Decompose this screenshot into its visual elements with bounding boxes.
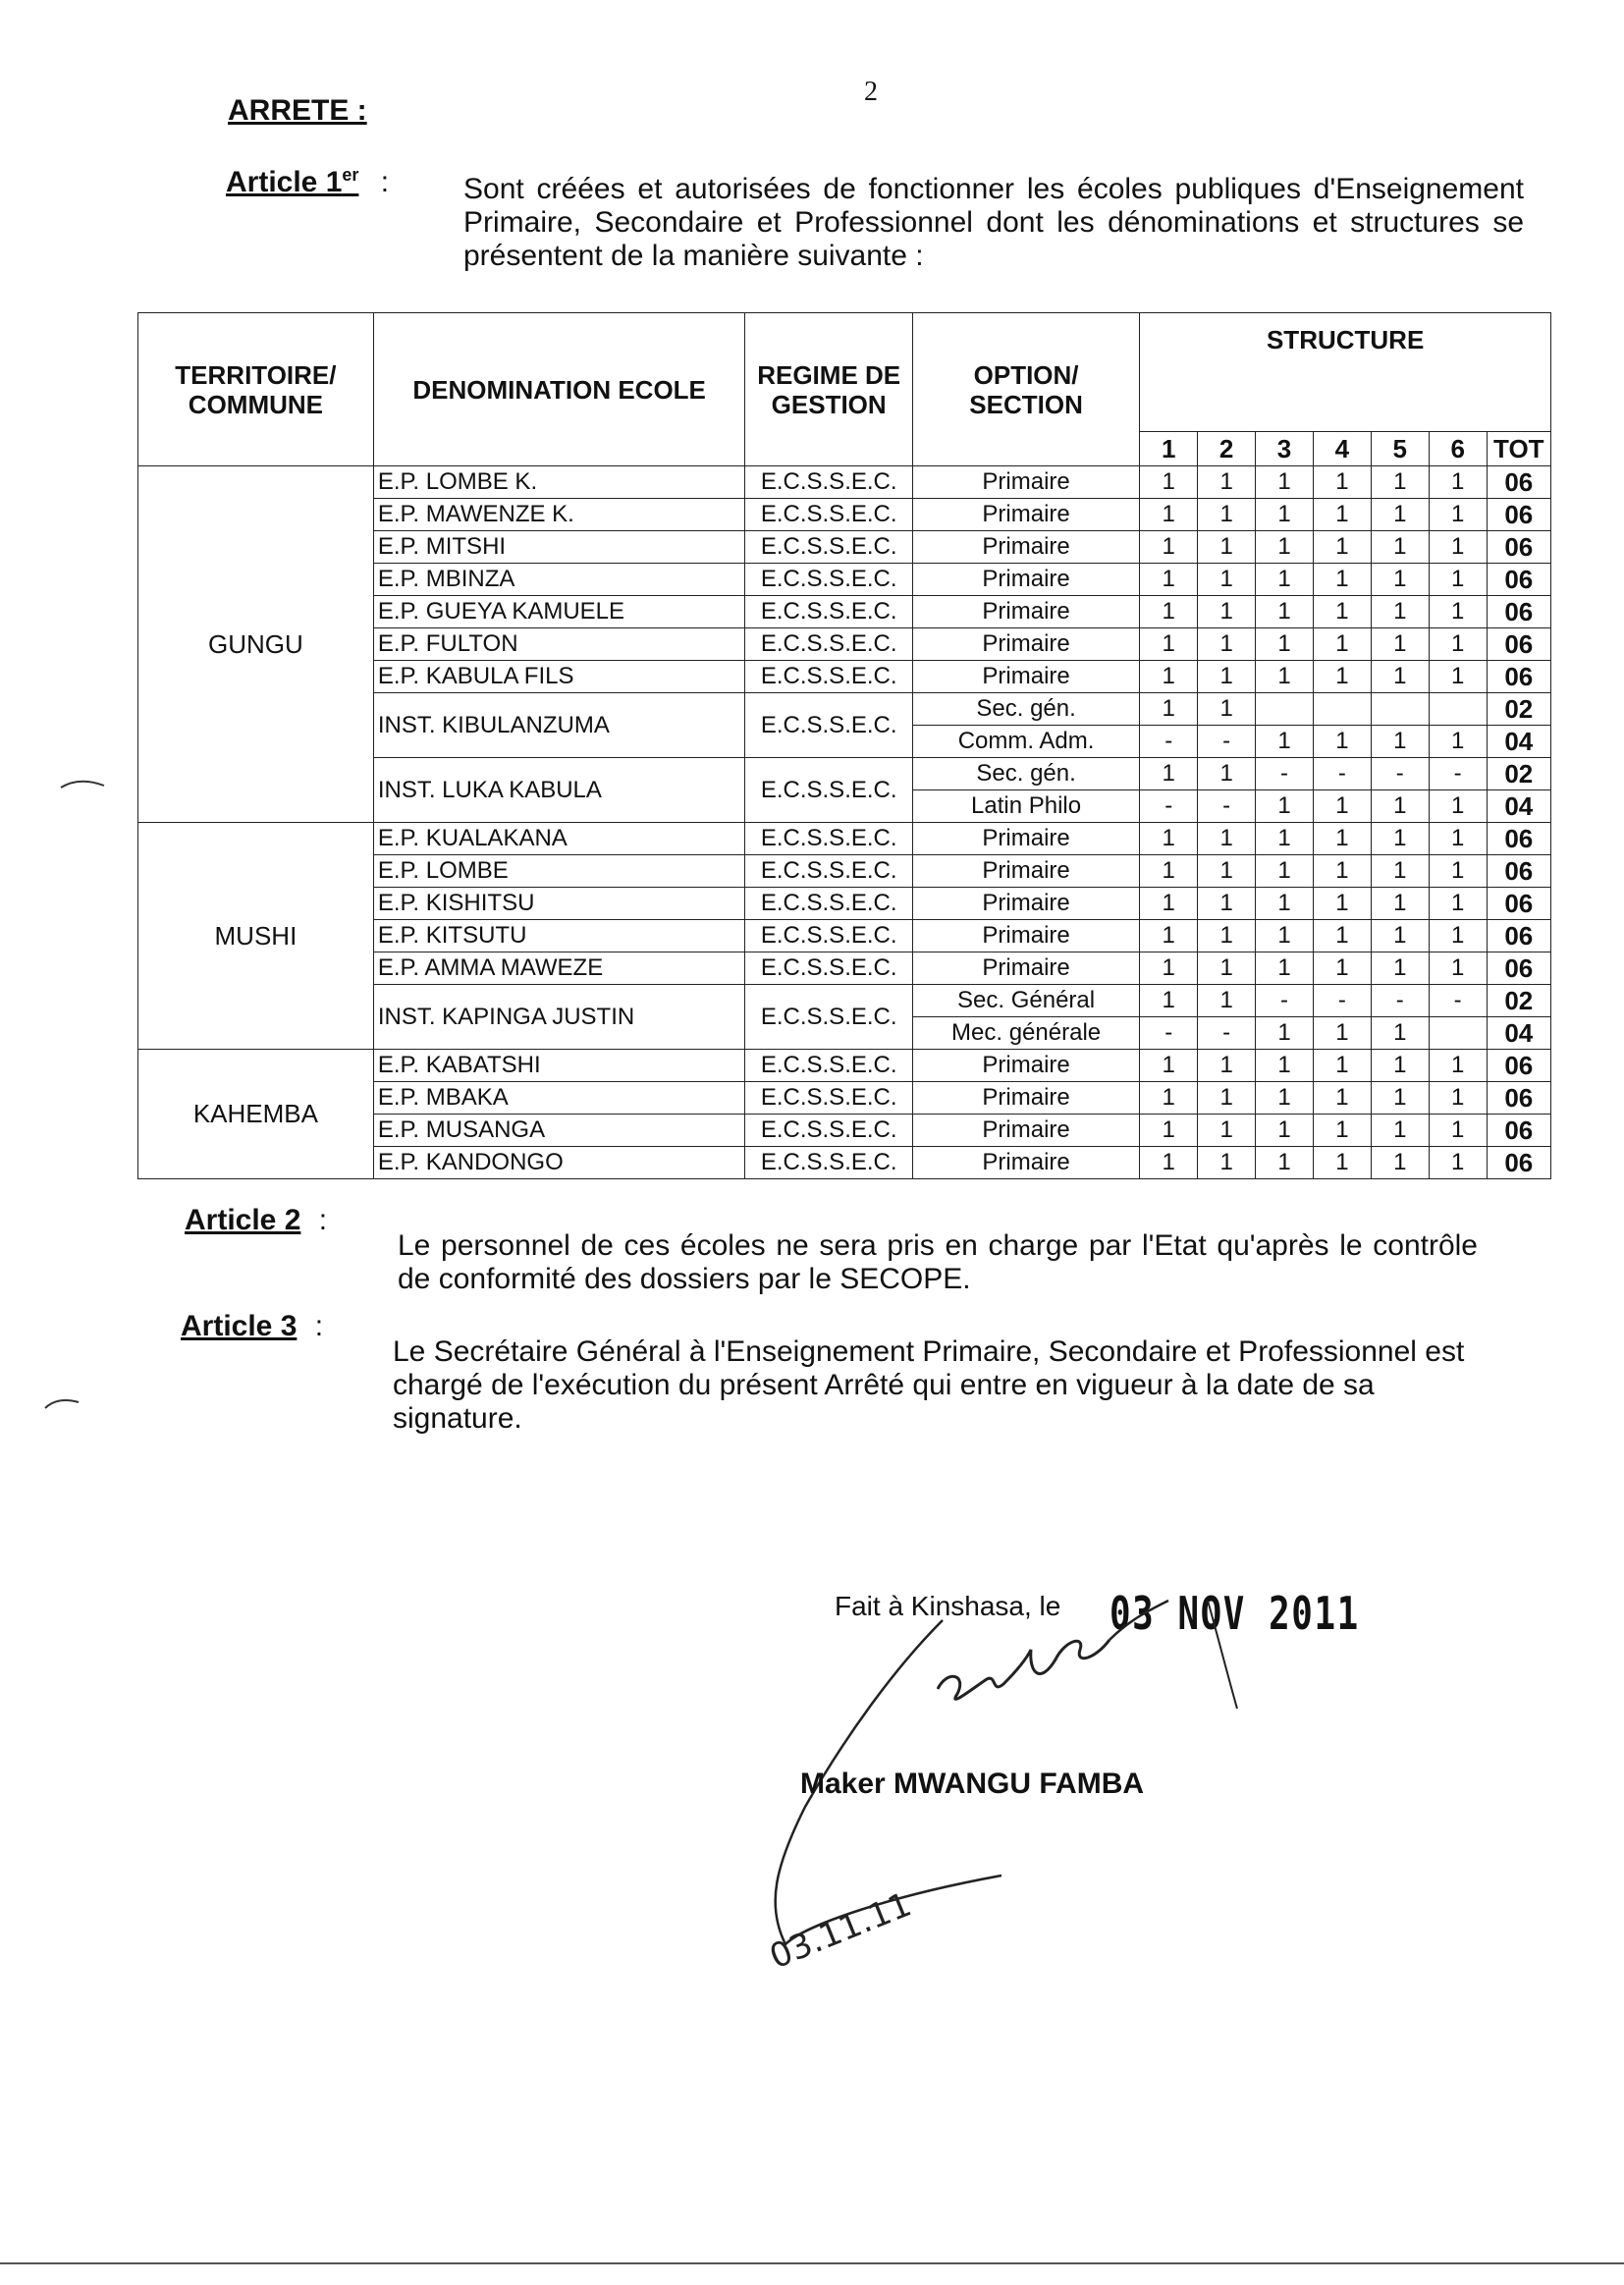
year-2-cell: 1 xyxy=(1198,1050,1256,1082)
article-2-text: Le personnel de ces écoles ne sera pris en charge par l'Etat qu'après le contrôle de conformité des dossiers par le SECOPE. xyxy=(398,1229,1478,1295)
option-cell: Comm. Adm. xyxy=(912,726,1139,758)
year-6-cell: 1 xyxy=(1429,920,1487,952)
option-cell: Primaire xyxy=(912,855,1139,888)
option-cell: Primaire xyxy=(912,564,1139,596)
table-row xyxy=(138,466,1551,499)
option-cell: Primaire xyxy=(912,888,1139,920)
option-cell: Primaire xyxy=(912,1115,1139,1147)
year-6-cell: 1 xyxy=(1429,823,1487,855)
regime-cell: E.C.S.S.E.C. xyxy=(745,628,912,661)
year-1-cell: 1 xyxy=(1140,499,1198,531)
article-3-label xyxy=(181,1310,323,1343)
margin-mark-2 xyxy=(43,1394,82,1414)
year-3-cell: 1 xyxy=(1256,1050,1314,1082)
year-3-cell: 1 xyxy=(1256,1082,1314,1115)
year-1-cell: 1 xyxy=(1140,1050,1198,1082)
year-5-cell xyxy=(1371,693,1429,726)
year-5-cell: 1 xyxy=(1371,1147,1429,1179)
year-1-cell: 1 xyxy=(1140,661,1198,693)
header-structure: STRUCTURE xyxy=(1140,313,1551,432)
year-header-1: 1 xyxy=(1140,432,1198,466)
table-row xyxy=(138,1050,1551,1082)
article-1-label-text: Article 1 xyxy=(226,166,343,198)
year-4-cell: - xyxy=(1313,758,1371,790)
school-name: E.P. LOMBE K. xyxy=(373,466,745,499)
table-body xyxy=(138,466,1551,1179)
total-cell: 06 xyxy=(1487,499,1550,531)
total-cell: 06 xyxy=(1487,1115,1550,1147)
regime-cell: E.C.S.S.E.C. xyxy=(745,1050,912,1082)
year-4-cell: 1 xyxy=(1313,1082,1371,1115)
year-header-5: 5 xyxy=(1371,432,1429,466)
year-1-cell: 1 xyxy=(1140,693,1198,726)
year-2-cell: 1 xyxy=(1198,855,1256,888)
year-5-cell: 1 xyxy=(1371,596,1429,628)
total-cell: 04 xyxy=(1487,1017,1550,1050)
option-cell: Latin Philo xyxy=(912,790,1139,823)
school-name: E.P. LOMBE xyxy=(373,855,745,888)
year-5-cell: 1 xyxy=(1371,855,1429,888)
year-5-cell: - xyxy=(1371,758,1429,790)
year-6-cell: - xyxy=(1429,758,1487,790)
total-cell: 02 xyxy=(1487,758,1550,790)
total-cell: 04 xyxy=(1487,790,1550,823)
year-5-cell: 1 xyxy=(1371,920,1429,952)
year-2-cell: 1 xyxy=(1198,628,1256,661)
year-1-cell: 1 xyxy=(1140,888,1198,920)
year-6-cell: 1 xyxy=(1429,1115,1487,1147)
year-3-cell: 1 xyxy=(1256,628,1314,661)
regime-cell: E.C.S.S.E.C. xyxy=(745,1115,912,1147)
year-3-cell: 1 xyxy=(1256,888,1314,920)
signer-name: Maker MWANGU FAMBA xyxy=(800,1768,1145,1800)
regime-cell: E.C.S.S.E.C. xyxy=(745,758,912,823)
year-header-2: 2 xyxy=(1198,432,1256,466)
article-1-text: Sont créées et autorisées de fonctionner les écoles publiques d'Enseignement Primaire, Secondaire et Professionnel dont les dénominations et structures se présentent de la manière suivante : xyxy=(463,173,1524,272)
school-name: E.P. KITSUTU xyxy=(373,920,745,952)
year-1-cell: 1 xyxy=(1140,985,1198,1017)
year-3-cell: 1 xyxy=(1256,855,1314,888)
year-3-cell: - xyxy=(1256,758,1314,790)
year-3-cell: 1 xyxy=(1256,952,1314,985)
year-3-cell: 1 xyxy=(1256,531,1314,564)
year-4-cell: 1 xyxy=(1313,1050,1371,1082)
year-6-cell: 1 xyxy=(1429,661,1487,693)
year-5-cell: 1 xyxy=(1371,1115,1429,1147)
year-4-cell: 1 xyxy=(1313,466,1371,499)
header-territoire: TERRITOIRE/ COMMUNE xyxy=(138,313,374,466)
year-3-cell: 1 xyxy=(1256,920,1314,952)
year-3-cell: 1 xyxy=(1256,596,1314,628)
year-2-cell: 1 xyxy=(1198,920,1256,952)
total-cell: 06 xyxy=(1487,855,1550,888)
year-2-cell: 1 xyxy=(1198,952,1256,985)
year-4-cell: 1 xyxy=(1313,531,1371,564)
year-5-cell: 1 xyxy=(1371,1017,1429,1050)
regime-cell: E.C.S.S.E.C. xyxy=(745,1082,912,1115)
regime-cell: E.C.S.S.E.C. xyxy=(745,1147,912,1179)
year-6-cell: - xyxy=(1429,985,1487,1017)
year-5-cell: 1 xyxy=(1371,564,1429,596)
regime-cell: E.C.S.S.E.C. xyxy=(745,823,912,855)
year-4-cell: 1 xyxy=(1313,1115,1371,1147)
year-5-cell: 1 xyxy=(1371,499,1429,531)
place-of-signing: Fait à Kinshasa, le xyxy=(835,1591,1061,1621)
year-5-cell: 1 xyxy=(1371,661,1429,693)
total-cell: 06 xyxy=(1487,1050,1550,1082)
year-header-6: 6 xyxy=(1429,432,1487,466)
option-cell: Primaire xyxy=(912,823,1139,855)
year-3-cell: 1 xyxy=(1256,726,1314,758)
total-cell: 06 xyxy=(1487,1082,1550,1115)
year-5-cell: 1 xyxy=(1371,790,1429,823)
option-cell: Primaire xyxy=(912,952,1139,985)
header-regime: REGIME DE GESTION xyxy=(745,313,912,466)
year-4-cell: 1 xyxy=(1313,628,1371,661)
year-2-cell: 1 xyxy=(1198,1147,1256,1179)
year-6-cell: 1 xyxy=(1429,531,1487,564)
total-cell: 06 xyxy=(1487,823,1550,855)
total-cell: 04 xyxy=(1487,726,1550,758)
option-cell: Primaire xyxy=(912,920,1139,952)
year-6-cell: 1 xyxy=(1429,499,1487,531)
year-2-cell: 1 xyxy=(1198,661,1256,693)
total-cell: 02 xyxy=(1487,985,1550,1017)
article-3-colon: : xyxy=(314,1310,324,1342)
school-name: INST. KIBULANZUMA xyxy=(373,693,745,758)
school-name: E.P. AMMA MAWEZE xyxy=(373,952,745,985)
regime-cell: E.C.S.S.E.C. xyxy=(745,855,912,888)
page-number: 2 xyxy=(864,77,878,107)
year-3-cell: 1 xyxy=(1256,1017,1314,1050)
year-3-cell: 1 xyxy=(1256,1147,1314,1179)
regime-cell: E.C.S.S.E.C. xyxy=(745,888,912,920)
year-2-cell: 1 xyxy=(1198,823,1256,855)
year-2-cell: 1 xyxy=(1198,499,1256,531)
year-2-cell: - xyxy=(1198,1017,1256,1050)
option-cell: Primaire xyxy=(912,1082,1139,1115)
year-3-cell: 1 xyxy=(1256,499,1314,531)
year-5-cell: - xyxy=(1371,985,1429,1017)
school-name: E.P. MBINZA xyxy=(373,564,745,596)
article-3-text: Le Secrétaire Général à l'Enseignement Primaire, Secondaire et Professionnel est chargé de l'exécution du présent Arrêté qui entre en vigueur à la date de sa signature. xyxy=(393,1335,1465,1435)
option-cell: Primaire xyxy=(912,466,1139,499)
year-6-cell: 1 xyxy=(1429,790,1487,823)
year-6-cell: 1 xyxy=(1429,596,1487,628)
total-cell: 06 xyxy=(1487,1147,1550,1179)
year-1-cell: - xyxy=(1140,790,1198,823)
year-5-cell: 1 xyxy=(1371,628,1429,661)
year-4-cell xyxy=(1313,693,1371,726)
year-4-cell: 1 xyxy=(1313,1017,1371,1050)
year-1-cell: 1 xyxy=(1140,1147,1198,1179)
option-cell: Primaire xyxy=(912,596,1139,628)
year-2-cell: - xyxy=(1198,790,1256,823)
year-6-cell: 1 xyxy=(1429,1050,1487,1082)
year-1-cell: 1 xyxy=(1140,596,1198,628)
total-cell: 06 xyxy=(1487,628,1550,661)
year-4-cell: 1 xyxy=(1313,564,1371,596)
school-name: E.P. KABULA FILS xyxy=(373,661,745,693)
year-1-cell: 1 xyxy=(1140,920,1198,952)
year-4-cell: 1 xyxy=(1313,952,1371,985)
school-name: E.P. MUSANGA xyxy=(373,1115,745,1147)
article-2-label-text: Article 2 xyxy=(185,1204,301,1236)
year-3-cell: 1 xyxy=(1256,466,1314,499)
regime-cell: E.C.S.S.E.C. xyxy=(745,466,912,499)
year-4-cell: 1 xyxy=(1313,855,1371,888)
regime-cell: E.C.S.S.E.C. xyxy=(745,952,912,985)
year-1-cell: 1 xyxy=(1140,466,1198,499)
year-1-cell: 1 xyxy=(1140,531,1198,564)
year-4-cell: 1 xyxy=(1313,920,1371,952)
option-cell: Primaire xyxy=(912,1147,1139,1179)
date-stamp: 03 NOV 2011 xyxy=(1110,1587,1360,1640)
total-cell: 06 xyxy=(1487,564,1550,596)
year-1-cell: 1 xyxy=(1140,1115,1198,1147)
total-cell: 06 xyxy=(1487,596,1550,628)
year-1-cell: - xyxy=(1140,726,1198,758)
total-cell: 06 xyxy=(1487,466,1550,499)
year-6-cell: 1 xyxy=(1429,1147,1487,1179)
school-name: E.P. KUALAKANA xyxy=(373,823,745,855)
year-6-cell: 1 xyxy=(1429,726,1487,758)
year-2-cell: 1 xyxy=(1198,564,1256,596)
year-2-cell: 1 xyxy=(1198,888,1256,920)
territoire-cell: KAHEMBA xyxy=(138,1050,374,1179)
total-cell: 06 xyxy=(1487,920,1550,952)
year-1-cell: 1 xyxy=(1140,564,1198,596)
school-name: E.P. FULTON xyxy=(373,628,745,661)
year-5-cell: 1 xyxy=(1371,726,1429,758)
school-name: E.P. GUEYA KAMUELE xyxy=(373,596,745,628)
year-1-cell: 1 xyxy=(1140,628,1198,661)
regime-cell: E.C.S.S.E.C. xyxy=(745,531,912,564)
total-cell: 06 xyxy=(1487,952,1550,985)
regime-cell: E.C.S.S.E.C. xyxy=(745,596,912,628)
year-5-cell: 1 xyxy=(1371,952,1429,985)
year-4-cell: 1 xyxy=(1313,726,1371,758)
option-cell: Primaire xyxy=(912,1050,1139,1082)
year-5-cell: 1 xyxy=(1371,1082,1429,1115)
option-cell: Sec. Général xyxy=(912,985,1139,1017)
regime-cell: E.C.S.S.E.C. xyxy=(745,499,912,531)
article-2-colon: : xyxy=(318,1204,328,1236)
regime-cell: E.C.S.S.E.C. xyxy=(745,661,912,693)
table-row xyxy=(138,823,1551,855)
year-6-cell: 1 xyxy=(1429,628,1487,661)
year-6-cell: 1 xyxy=(1429,888,1487,920)
year-4-cell: 1 xyxy=(1313,661,1371,693)
school-name: INST. KAPINGA JUSTIN xyxy=(373,985,745,1050)
year-6-cell xyxy=(1429,1017,1487,1050)
year-3-cell: 1 xyxy=(1256,564,1314,596)
year-2-cell: 1 xyxy=(1198,1115,1256,1147)
year-header-3: 3 xyxy=(1256,432,1314,466)
option-cell: Primaire xyxy=(912,499,1139,531)
school-name: E.P. KABATSHI xyxy=(373,1050,745,1082)
year-1-cell: - xyxy=(1140,1017,1198,1050)
option-cell: Mec. générale xyxy=(912,1017,1139,1050)
year-4-cell: 1 xyxy=(1313,888,1371,920)
year-5-cell: 1 xyxy=(1371,531,1429,564)
arrete-heading: ARRETE : xyxy=(228,94,367,127)
year-4-cell: 1 xyxy=(1313,596,1371,628)
regime-cell: E.C.S.S.E.C. xyxy=(745,564,912,596)
total-header: TOT xyxy=(1487,432,1550,466)
total-cell: 06 xyxy=(1487,661,1550,693)
year-5-cell: 1 xyxy=(1371,1050,1429,1082)
regime-cell: E.C.S.S.E.C. xyxy=(745,693,912,758)
year-4-cell: - xyxy=(1313,985,1371,1017)
year-1-cell: 1 xyxy=(1140,952,1198,985)
year-6-cell: 1 xyxy=(1429,466,1487,499)
option-cell: Primaire xyxy=(912,661,1139,693)
year-1-cell: 1 xyxy=(1140,1082,1198,1115)
year-6-cell: 1 xyxy=(1429,952,1487,985)
year-1-cell: 1 xyxy=(1140,823,1198,855)
header-option: OPTION/ SECTION xyxy=(912,313,1139,466)
year-1-cell: 1 xyxy=(1140,855,1198,888)
header-denomination: DENOMINATION ECOLE xyxy=(373,313,745,466)
year-2-cell: 1 xyxy=(1198,758,1256,790)
year-4-cell: 1 xyxy=(1313,499,1371,531)
year-2-cell: 1 xyxy=(1198,985,1256,1017)
year-2-cell: 1 xyxy=(1198,596,1256,628)
total-cell: 06 xyxy=(1487,531,1550,564)
year-6-cell: 1 xyxy=(1429,855,1487,888)
school-name: INST. LUKA KABULA xyxy=(373,758,745,823)
school-name: E.P. MBAKA xyxy=(373,1082,745,1115)
margin-mark-1 xyxy=(59,776,108,795)
year-3-cell: 1 xyxy=(1256,823,1314,855)
regime-cell: E.C.S.S.E.C. xyxy=(745,920,912,952)
year-3-cell: 1 xyxy=(1256,661,1314,693)
school-name: E.P. KISHITSU xyxy=(373,888,745,920)
year-3-cell: 1 xyxy=(1256,790,1314,823)
year-2-cell: 1 xyxy=(1198,1082,1256,1115)
bottom-rule xyxy=(0,2262,1624,2264)
school-name: E.P. MITSHI xyxy=(373,531,745,564)
year-4-cell: 1 xyxy=(1313,790,1371,823)
year-5-cell: 1 xyxy=(1371,466,1429,499)
total-cell: 06 xyxy=(1487,888,1550,920)
year-2-cell: - xyxy=(1198,726,1256,758)
year-6-cell xyxy=(1429,693,1487,726)
option-cell: Primaire xyxy=(912,531,1139,564)
year-header-4: 4 xyxy=(1313,432,1371,466)
article-3-label-text: Article 3 xyxy=(181,1310,298,1342)
article-1-label-sup: er xyxy=(342,165,359,185)
year-6-cell: 1 xyxy=(1429,1082,1487,1115)
schools-table xyxy=(137,312,1551,1179)
territoire-cell: MUSHI xyxy=(138,823,374,1050)
year-5-cell: 1 xyxy=(1371,823,1429,855)
year-4-cell: 1 xyxy=(1313,1147,1371,1179)
total-cell: 02 xyxy=(1487,693,1550,726)
year-2-cell: 1 xyxy=(1198,693,1256,726)
option-cell: Sec. gén. xyxy=(912,693,1139,726)
year-4-cell: 1 xyxy=(1313,823,1371,855)
year-1-cell: 1 xyxy=(1140,758,1198,790)
article-1-label xyxy=(226,165,389,199)
year-6-cell: 1 xyxy=(1429,564,1487,596)
regime-cell: E.C.S.S.E.C. xyxy=(745,985,912,1050)
school-name: E.P. MAWENZE K. xyxy=(373,499,745,531)
year-2-cell: 1 xyxy=(1198,531,1256,564)
territoire-cell: GUNGU xyxy=(138,466,374,823)
year-5-cell: 1 xyxy=(1371,888,1429,920)
option-cell: Sec. gén. xyxy=(912,758,1139,790)
option-cell: Primaire xyxy=(912,628,1139,661)
year-3-cell xyxy=(1256,693,1314,726)
year-3-cell: 1 xyxy=(1256,1115,1314,1147)
year-3-cell: - xyxy=(1256,985,1314,1017)
article-1-colon: : xyxy=(380,166,390,198)
handwritten-date: 03.11.11 xyxy=(764,1884,917,1978)
school-name: E.P. KANDONGO xyxy=(373,1147,745,1179)
year-2-cell: 1 xyxy=(1198,466,1256,499)
article-2-label xyxy=(185,1204,327,1237)
